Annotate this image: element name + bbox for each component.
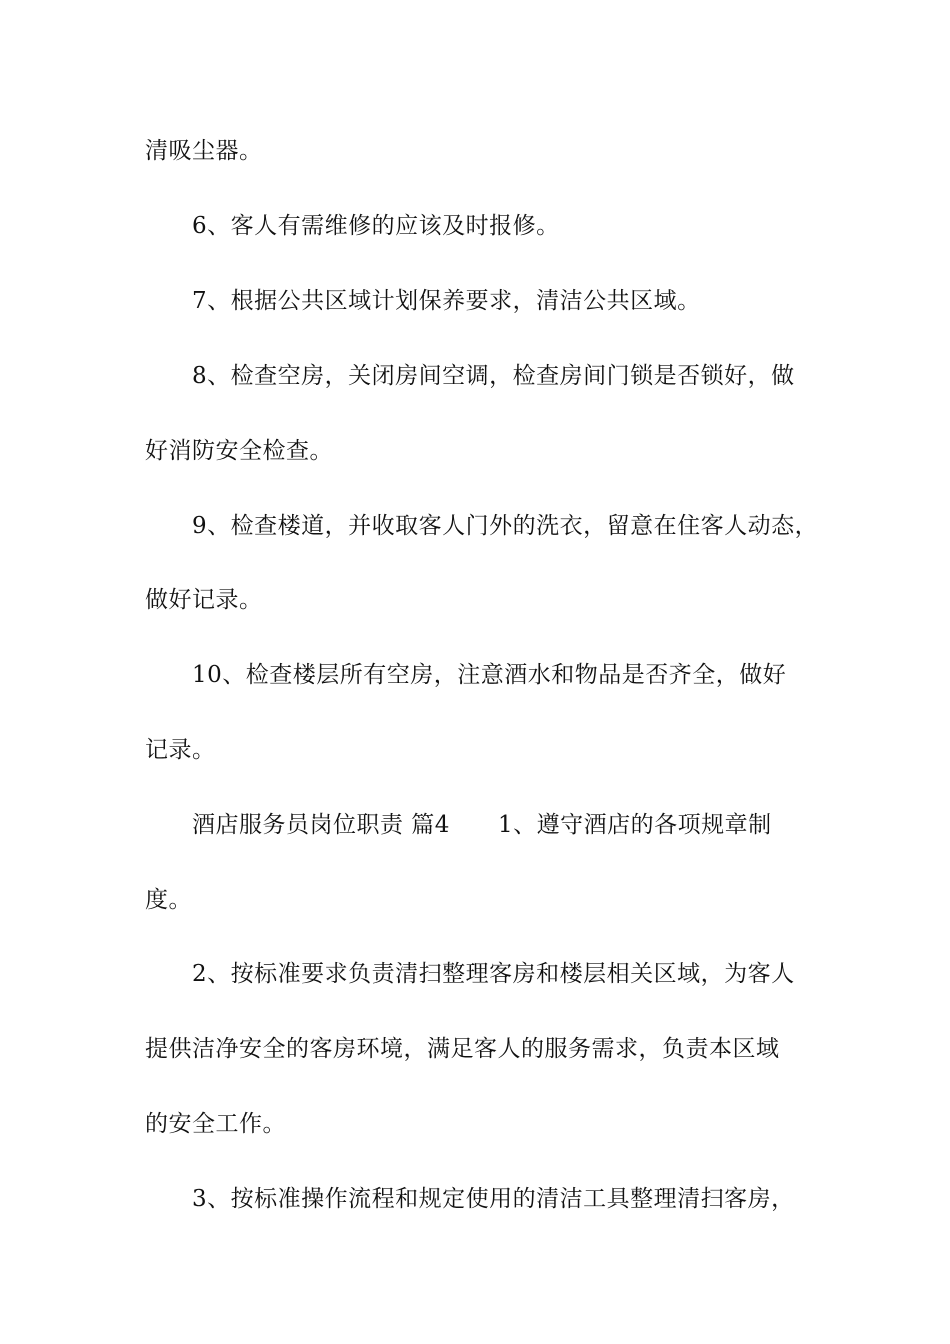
text-line: 9、检查楼道，并收取客人门外的洗衣，留意在住客人动态， [192, 513, 819, 539]
section-first-item: 1、遵守酒店的各项规章制 [497, 812, 772, 838]
text-line: 8、检查空房，关闭房间空调，检查房间门锁是否锁好，做 [192, 363, 795, 389]
text-line: 2、按标准要求负责清扫整理客房和楼层相关区域，为客人 [192, 961, 795, 987]
text-line: 度。 [145, 887, 192, 913]
text-line: 提供洁净安全的客房环境，满足客人的服务需求，负责本区域 [145, 1036, 780, 1062]
text-line: 清吸尘器。 [145, 138, 263, 164]
text-line: 3、按标准操作流程和规定使用的清洁工具整理清扫客房， [192, 1186, 795, 1212]
text-line: 做好记录。 [145, 587, 263, 613]
text-line: 6、客人有需维修的应该及时报修。 [192, 213, 560, 239]
section-heading-line [192, 810, 772, 840]
text-line: 7、根据公共区域计划保养要求，清洁公共区域。 [192, 288, 701, 314]
text-line: 的安全工作。 [145, 1111, 286, 1137]
text-line: 10、检查楼层所有空房，注意酒水和物品是否齐全，做好 [192, 662, 787, 688]
text-line: 好消防安全检查。 [145, 438, 333, 464]
text-line: 记录。 [145, 737, 216, 763]
section-heading: 酒店服务员岗位职责 篇4 [192, 812, 450, 838]
